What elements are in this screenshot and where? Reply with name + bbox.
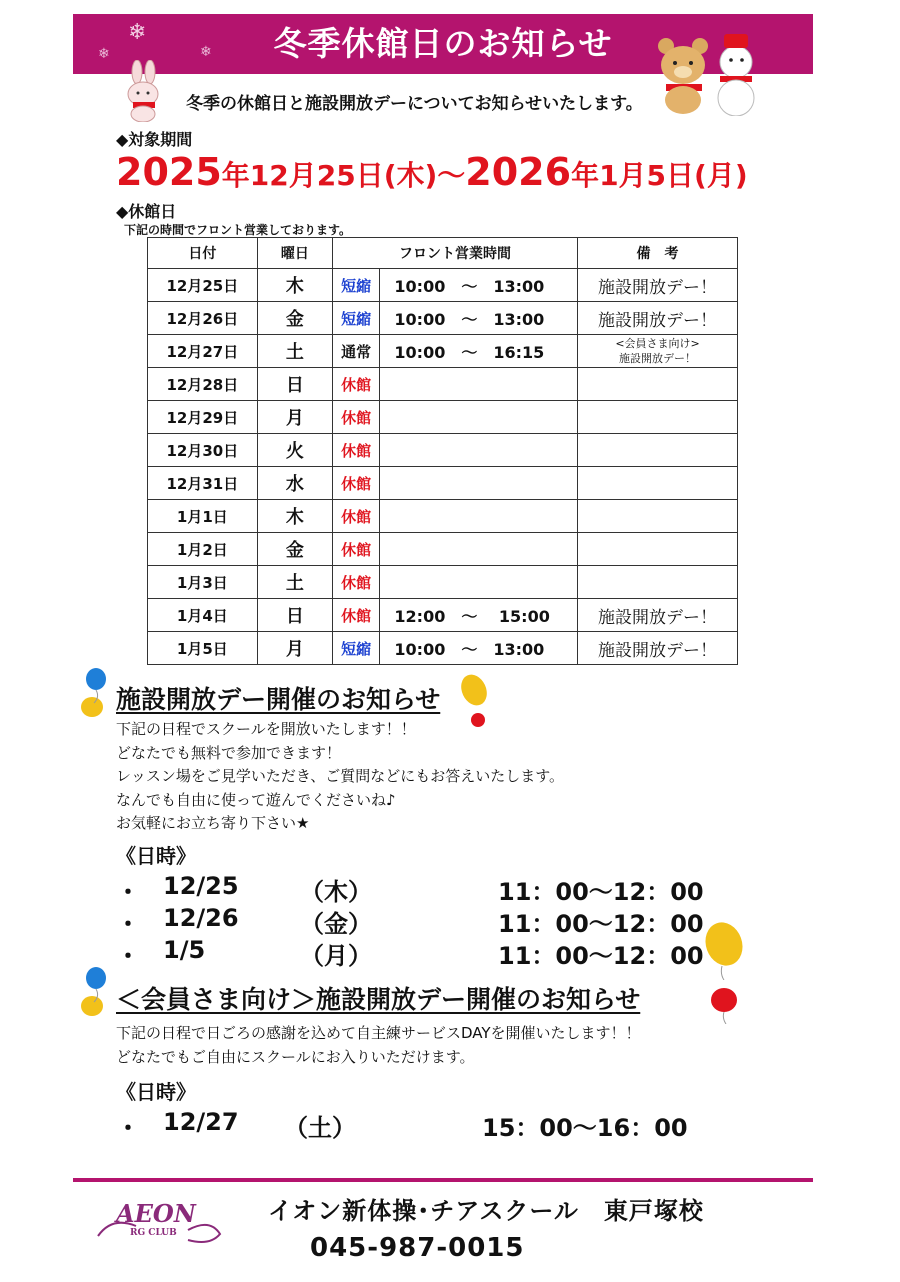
row-date: 12月30日 — [148, 434, 258, 467]
row-dow: 金 — [257, 302, 332, 335]
row-date: 12月27日 — [148, 335, 258, 368]
snowflake-icon: ❄ — [128, 20, 147, 45]
row-dow: 土 — [257, 335, 332, 368]
row-remark: 施設開放デー！ — [578, 599, 738, 632]
closed-days-label: ◆休館日 — [116, 202, 177, 221]
row-hours: 12:00 ～ 15:00 — [380, 599, 578, 632]
intro-text: 冬季の休館日と施設開放デーについてお知らせいたします。 — [186, 94, 643, 114]
table-row — [148, 401, 738, 434]
schedule-date: 12/26 — [163, 904, 239, 932]
row-hours — [380, 533, 578, 566]
balloon-icon — [80, 966, 114, 1026]
schedule-time: 11：00～12：00 — [498, 910, 704, 938]
snowflake-icon: ❄ — [98, 46, 110, 62]
schedule-time: 11：00～12：00 — [498, 878, 704, 906]
row-remark: 施設開放デー！ — [578, 632, 738, 665]
row-remark: 施設開放デー！ — [578, 269, 738, 302]
row-remark — [578, 467, 738, 500]
schedule-dow: （木） — [300, 878, 372, 906]
description-line: レッスン場をご見学いただき、ご質問などにもお答えいたします。 — [116, 767, 565, 785]
row-hours — [380, 500, 578, 533]
row-dow: 火 — [257, 434, 332, 467]
schedule-bullet: ・ — [116, 1114, 140, 1142]
row-dow: 日 — [257, 368, 332, 401]
row-date: 12月25日 — [148, 269, 258, 302]
school-phone: 045-987-0015 — [310, 1233, 525, 1263]
table-row — [148, 467, 738, 500]
table-row — [148, 533, 738, 566]
row-remark — [578, 500, 738, 533]
description-line: どなたでも無料で参加できます！ — [116, 743, 342, 762]
period-start: 年12月25日(木)～ — [221, 159, 466, 192]
table-row — [148, 599, 738, 632]
member-day-title: ＜会員さま向け＞施設開放デー開催のお知らせ — [116, 985, 641, 1014]
row-hours: 10:00 ～ 16:15 — [380, 335, 578, 368]
table-row — [148, 632, 738, 665]
row-date: 1月1日 — [148, 500, 258, 533]
row-status: 休館 — [332, 566, 379, 599]
banner-title: 冬季休館日のお知らせ — [73, 14, 813, 74]
member-day-schedule-heading: 《日時》 — [116, 1080, 196, 1104]
row-status: 休館 — [332, 368, 379, 401]
row-date: 1月3日 — [148, 566, 258, 599]
schedule-bullet: ・ — [116, 878, 140, 906]
row-status: 休館 — [332, 467, 379, 500]
row-dow: 木 — [257, 269, 332, 302]
description-line: なんでも自由に使って遊んでくださいね♪ — [116, 790, 396, 809]
row-status: 休館 — [332, 533, 379, 566]
row-hours: 10:00 ～ 13:00 — [380, 269, 578, 302]
row-hours — [380, 434, 578, 467]
header-dow: 曜日 — [257, 238, 332, 269]
row-hours — [380, 467, 578, 500]
bunny-icon — [117, 60, 169, 122]
aeon-logo: AEON — [116, 1199, 196, 1228]
schedule-time: 15：00～16：00 — [482, 1114, 688, 1142]
table-row — [148, 335, 738, 368]
row-status: 休館 — [332, 401, 379, 434]
row-status: 短縮 — [332, 269, 379, 302]
bear-icon — [652, 30, 762, 116]
row-remark — [578, 434, 738, 467]
period-year-end: 2026 — [465, 150, 572, 194]
row-dow: 木 — [257, 500, 332, 533]
row-remark — [578, 368, 738, 401]
period-label: ◆対象期間 — [116, 130, 193, 149]
period-end: 年1月5日(月) — [571, 159, 748, 192]
schedule-date: 1/5 — [163, 936, 206, 964]
description-line: どなたでもご自由にスクールにお入りいただけます。 — [116, 1047, 475, 1066]
school-name: イオン新体操･チアスクール 東戸塚校 — [268, 1197, 704, 1225]
row-remark — [578, 335, 738, 368]
aeon-logo-sub: RG CLUB — [130, 1228, 177, 1238]
schedule-time: 11：00～12：00 — [498, 942, 704, 970]
header-remarks: 備 考 — [578, 238, 738, 269]
row-dow: 月 — [257, 632, 332, 665]
row-status: 休館 — [332, 599, 379, 632]
row-date: 1月5日 — [148, 632, 258, 665]
schedule-dow: （月） — [300, 942, 372, 970]
row-date: 12月28日 — [148, 368, 258, 401]
row-hours: 10:00 ～ 13:00 — [380, 632, 578, 665]
row-status: 休館 — [332, 500, 379, 533]
balloon-icon — [704, 984, 744, 1024]
period-year-start: 2025 — [116, 150, 222, 194]
row-remark-line2: 施設開放デー！ — [619, 352, 697, 365]
table-row — [148, 566, 738, 599]
footer-divider — [73, 1178, 813, 1182]
row-dow: 水 — [257, 467, 332, 500]
row-hours: 10:00 ～ 13:00 — [380, 302, 578, 335]
balloon-icon — [698, 918, 748, 980]
table-row — [148, 368, 738, 401]
open-day-title: 施設開放デー開催のお知らせ — [116, 685, 441, 714]
row-dow: 土 — [257, 566, 332, 599]
row-status: 短縮 — [332, 632, 379, 665]
schedule-date: 12/25 — [163, 872, 239, 900]
table-row — [148, 434, 738, 467]
schedule-dow: （金） — [300, 910, 372, 938]
row-date: 12月26日 — [148, 302, 258, 335]
row-status: 通常 — [332, 335, 379, 368]
description-line: 下記の日程でスクールを開放いたします！！ — [116, 720, 416, 738]
row-hours — [380, 368, 578, 401]
table-row — [148, 269, 738, 302]
description-line: お気軽にお立ち寄り下さい★ — [116, 814, 310, 832]
schedule-date: 12/27 — [163, 1108, 239, 1136]
header-hours: フロント営業時間 — [332, 238, 577, 269]
row-dow: 日 — [257, 599, 332, 632]
row-remark-line1: <会員さま向け> — [615, 337, 700, 350]
row-status: 短縮 — [332, 302, 379, 335]
period-range — [116, 150, 748, 194]
schedule-bullet: ・ — [116, 910, 140, 938]
row-hours — [380, 401, 578, 434]
description-line: 下記の日程で日ごろの感謝を込めて自主練サービスDAYを開催いたします！！ — [116, 1024, 641, 1042]
front-hours-note: 下記の時間でフロント営業しております。 — [124, 223, 352, 237]
schedule-dow: （土） — [284, 1114, 356, 1142]
schedule-bullet: ・ — [116, 942, 140, 970]
row-date: 1月4日 — [148, 599, 258, 632]
row-status: 休館 — [332, 434, 379, 467]
row-remark — [578, 533, 738, 566]
table-row — [148, 500, 738, 533]
row-remark: 施設開放デー！ — [578, 302, 738, 335]
row-date: 1月2日 — [148, 533, 258, 566]
row-remark — [578, 566, 738, 599]
row-date: 12月31日 — [148, 467, 258, 500]
row-dow: 金 — [257, 533, 332, 566]
row-date: 12月29日 — [148, 401, 258, 434]
row-remark — [578, 401, 738, 434]
schedule-table — [147, 237, 738, 665]
open-day-description — [116, 718, 564, 836]
header-date: 日付 — [148, 238, 258, 269]
open-day-schedule-heading: 《日時》 — [116, 844, 196, 868]
table-header-row — [148, 238, 738, 269]
row-hours — [380, 566, 578, 599]
row-dow: 月 — [257, 401, 332, 434]
snowflake-icon: ❄ — [200, 44, 212, 60]
member-day-description — [116, 1022, 641, 1069]
balloon-icon — [80, 667, 114, 723]
table-row — [148, 302, 738, 335]
